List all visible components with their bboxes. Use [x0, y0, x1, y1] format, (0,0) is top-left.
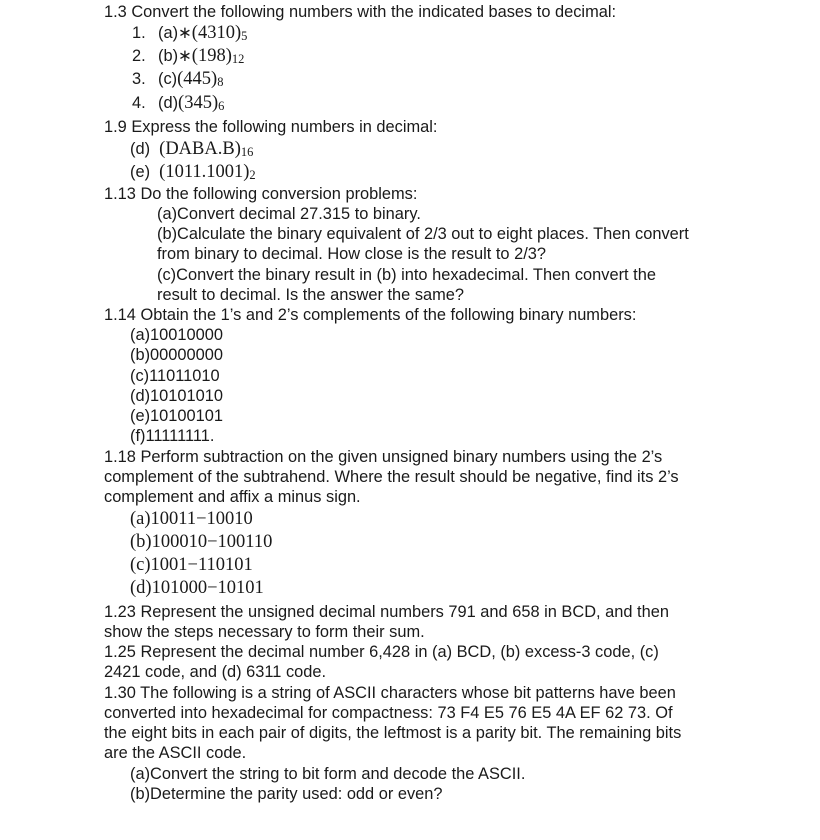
item-base: 5 — [241, 29, 248, 43]
item-value: (445) — [177, 69, 218, 89]
q1-18-item-c — [130, 555, 253, 575]
q1-18-item-b — [130, 532, 272, 552]
item-expr: 1001−110101 — [150, 555, 253, 575]
q1-9-item-d — [130, 139, 253, 162]
item-base: 8 — [217, 75, 224, 89]
q1-18-line-1: 1.18 Perform subtraction on the given unsigned binary numbers using the 2’s — [104, 448, 663, 466]
item-label: (b) — [130, 532, 152, 552]
item-label: (e) — [130, 163, 151, 181]
list-number: 1. — [132, 24, 146, 42]
item-label: (a)∗ — [158, 24, 192, 42]
q1-18-item-d — [130, 578, 264, 598]
q1-30-item-b: (b)Determine the parity used: odd or even? — [130, 785, 443, 803]
q1-9-heading: 1.9 Express the following numbers in decimal: — [104, 118, 438, 136]
item-value: (345) — [178, 93, 219, 113]
item-label: (c) — [158, 70, 178, 88]
q1-14-item-f: (f)11111111. — [130, 427, 215, 445]
q1-13-line-a: (a)Convert decimal 27.315 to binary. — [157, 205, 421, 223]
q1-14-item-a: (a)10010000 — [130, 326, 223, 344]
item-label: (a) — [130, 509, 151, 529]
item-label: (d) — [130, 578, 152, 598]
q1-14-item-b: (b)00000000 — [130, 346, 223, 364]
q1-3-item-2 — [132, 46, 244, 69]
q1-3-item-3 — [132, 69, 223, 92]
item-base: 2 — [249, 168, 256, 182]
q1-3-item-1 — [132, 23, 247, 46]
item-value: (1011.1001) — [159, 162, 250, 182]
q1-13-line-c1: (c)Convert the binary result in (b) into hexadecimal. Then convert the — [157, 266, 656, 284]
q1-13-heading: 1.13 Do the following conversion problems: — [104, 185, 418, 203]
q1-23-line-2: show the steps necessary to form their sum. — [104, 623, 425, 641]
item-value: (DABA.B) — [159, 139, 241, 159]
item-label: (b)∗ — [158, 47, 192, 65]
q1-30-line-1: 1.30 The following is a string of ASCII characters whose bit patterns have been — [104, 684, 676, 702]
q1-14-item-e: (e)10100101 — [130, 407, 223, 425]
q1-30-line-3: the eight bits in each pair of digits, the leftmost is a parity bit. The remaining bits — [104, 724, 682, 742]
q1-18-line-3: complement and affix a minus sign. — [104, 488, 361, 506]
q1-14-heading: 1.14 Obtain the 1’s and 2’s complements of the following binary numbers: — [104, 306, 637, 324]
q1-13-line-b2: from binary to decimal. How close is the result to 2/3? — [157, 245, 546, 263]
q1-30-item-a: (a)Convert the string to bit form and decode the ASCII. — [130, 765, 526, 783]
item-base: 16 — [240, 145, 254, 159]
q1-9-item-e — [130, 162, 256, 185]
q1-14-item-c: (c)11011010 — [130, 367, 220, 385]
item-base: 6 — [218, 99, 225, 113]
item-expr: 10011−10010 — [150, 509, 253, 529]
item-label: (d) — [158, 94, 179, 112]
item-value: (4310) — [191, 23, 242, 43]
q1-25-line-2: 2421 code, and (d) 6311 code. — [104, 663, 327, 681]
list-number: 3. — [132, 70, 146, 88]
item-expr: 101000−10101 — [151, 578, 264, 598]
item-value: (198) — [191, 46, 232, 66]
q1-18-line-2: complement of the subtrahend. Where the result should be negative, find its 2’s — [104, 468, 679, 486]
item-base: 12 — [231, 52, 245, 66]
q1-3-heading: 1.3 Convert the following numbers with the indicated bases to decimal: — [104, 3, 617, 21]
q1-23-line-1: 1.23 Represent the unsigned decimal numbers 791 and 658 in BCD, and then — [104, 603, 669, 621]
item-expr: 100010−100110 — [151, 532, 273, 552]
q1-25-line-1: 1.25 Represent the decimal number 6,428 in (a) BCD, (b) excess-3 code, (c) — [104, 643, 659, 661]
q1-13-line-c2: result to decimal. Is the answer the same? — [157, 286, 465, 304]
item-label: (c) — [130, 555, 151, 575]
q1-13-line-b1: (b)Calculate the binary equivalent of 2/3 out to eight places. Then convert — [157, 225, 689, 243]
q1-30-line-4: are the ASCII code. — [104, 744, 247, 762]
q1-18-item-a — [130, 509, 253, 529]
q1-14-item-d: (d)10101010 — [130, 387, 223, 405]
list-number: 2. — [132, 47, 146, 65]
q1-3-item-4 — [132, 93, 224, 116]
item-label: (d) — [130, 140, 151, 158]
list-number: 4. — [132, 94, 146, 112]
q1-30-line-2: converted into hexadecimal for compactness: 73 F4 E5 76 E5 4A EF 62 73. Of — [104, 704, 673, 722]
